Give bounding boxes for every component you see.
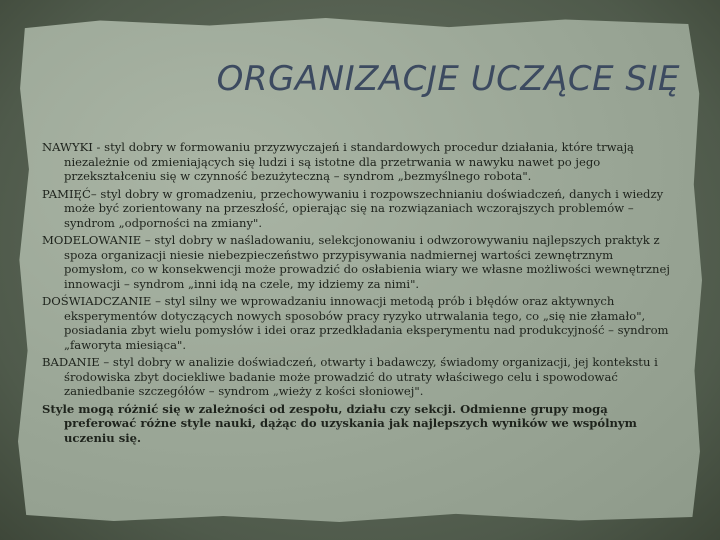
slide-title: ORGANIZACJE UCZĄCE SIĘ xyxy=(216,59,680,99)
description-badanie: – styl dobry w analizie doświadczeń, otwarty i badawczy, świadomy organizacji, jej kontekstu i środowiska zbyt dociekliwe badanie może prowadzić do utraty właściwego celu i spowodować zaniedbanie szczegółów – syndrom „wieży z kości słoniowej". xyxy=(64,355,658,398)
paragraph-nawyki xyxy=(42,140,678,184)
paragraph-pamiec xyxy=(42,187,678,231)
term-modelowanie: MODELOWANIE xyxy=(42,233,142,247)
paragraph-badanie xyxy=(42,355,678,399)
term-badanie: BADANIE xyxy=(42,355,100,369)
description-nawyki: - styl dobry w formowaniu przyzwyczajeń i standardowych procedur działania, które trwają niezależnie od zmieniających się ludzi i są istotne dla przetrwania w nawyku nawet po jego przekształceniu się w czynność bezużyteczną – syndrom „bezmyślnego robota". xyxy=(64,140,634,183)
term-pamiec: PAMIĘĆ xyxy=(42,186,91,201)
description-pamiec: – styl dobry w gromadzeniu, przechowywaniu i rozpowszechnianiu doświadczeń, danych i wiedzy może być zorientowany na przeszłość, opierając się na rozwiązaniach wczorajszych problemów – syndrom „odporności na zmiany". xyxy=(64,186,664,230)
term-nawyki: NAWYKI xyxy=(42,140,93,154)
slide-content xyxy=(42,140,678,448)
description-modelowanie: – styl dobry w naśladowaniu, selekcjonowaniu i odwzorowywaniu najlepszych praktyk z spoza organizacji niesie niebezpieczeństwo przypisywania nadmiernej wartości zewnętrznym pomysłom, co w konsekwencji może prowadzić do osłabienia wiary we własne możliwości wewnętrznej innowacji – syndrom „inni idą na czele, my idziemy za nimi". xyxy=(64,233,670,291)
description-doswiadczanie: – styl silny we wprowadzaniu innowacji metodą prób i błędów oraz aktywnych eksperymentów dotyczących nowych sposobów pracy ryzyko utrwalania tego, co „się nie złamało", posiadania zbyt wielu pomysłów i idei oraz przedkładania eksperymentu nad produkcyjność – syndrom „faworyta miesiąca". xyxy=(64,294,669,352)
term-doswiadczanie: DOŚWIADCZANIE xyxy=(42,294,152,308)
closing-paragraph: Style mogą różnić się w zależności od zespołu, działu czy sekcji. Odmienne grupy mogą preferować różne style nauki, dążąc do uzyskania jak najlepszych wyników we wspólnym uczeniu się. xyxy=(42,401,637,445)
paragraph-modelowanie xyxy=(42,233,678,291)
paragraph-doswiadczanie xyxy=(42,294,678,352)
